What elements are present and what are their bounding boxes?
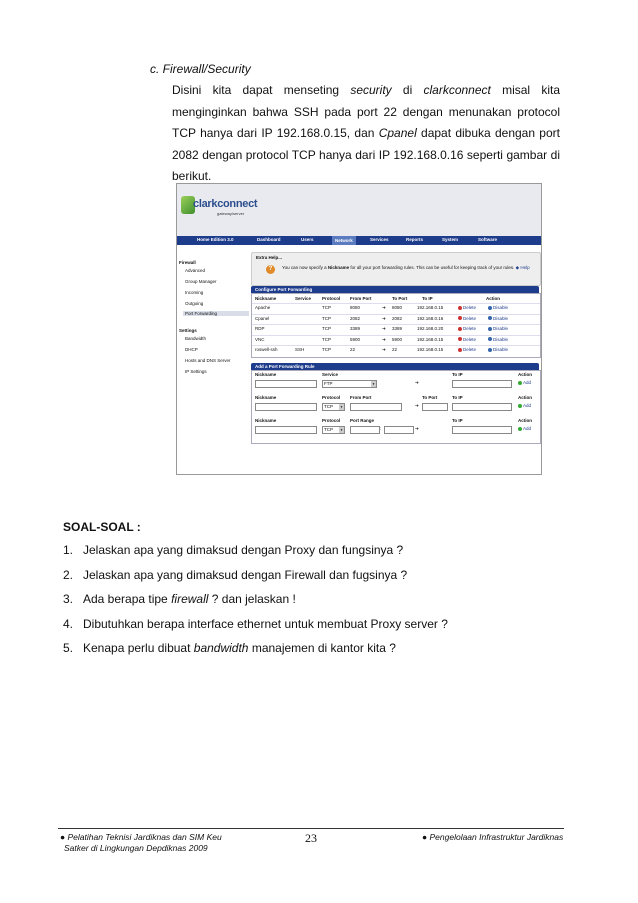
italic-term: security xyxy=(350,83,392,97)
sidebar-item-port-forwarding[interactable]: Port Forwarding xyxy=(183,311,249,316)
config-cell: 5900 xyxy=(350,336,361,342)
section-heading: c. Firewall/Security xyxy=(150,62,251,76)
question-number: 4. xyxy=(63,616,74,631)
nav-system[interactable]: System xyxy=(442,237,459,242)
sidebar-item-incoming[interactable]: Incoming xyxy=(185,290,204,295)
italic-term: firewall xyxy=(171,592,209,606)
add-h2-toport: To Port xyxy=(422,395,438,400)
config-cell: TCP xyxy=(322,305,331,310)
add-toport-input[interactable] xyxy=(422,403,448,411)
add-h3-toip: To IP xyxy=(452,418,463,423)
sidebar-item-group-manager[interactable]: Group Manager xyxy=(185,279,217,284)
question-number: 3. xyxy=(63,592,74,606)
help-text: You can now specify a Nickname for all your port forwarding rules. This can be useful for keeping track of your rules. ◆ Help xyxy=(282,265,530,270)
disable-button[interactable]: Disable xyxy=(488,316,508,321)
add-h2-fromport: From Port xyxy=(350,395,372,400)
config-cell: TCP xyxy=(322,336,331,342)
config-header: Action xyxy=(486,296,500,301)
disable-button[interactable]: Disable xyxy=(488,337,508,342)
add-icon xyxy=(518,381,522,385)
delete-icon xyxy=(458,337,462,341)
config-header: From Port xyxy=(350,296,372,301)
add-button-3[interactable]: Add xyxy=(518,426,531,431)
add-h3-protocol: Protocol xyxy=(322,418,341,423)
add-rule-bar: Add a Port Forwarding Rule xyxy=(251,363,539,370)
soal-heading: SOAL-SOAL : xyxy=(63,520,141,534)
add-h1-toip: To IP xyxy=(452,372,463,377)
help-question-icon: ? xyxy=(266,265,275,274)
question-text xyxy=(83,568,407,582)
add-h3-portrange: Port Range xyxy=(350,418,375,423)
config-cell: SSH xyxy=(295,347,305,352)
nav-bar xyxy=(177,236,541,245)
add-h2-action: Action xyxy=(518,395,532,400)
row-divider xyxy=(252,324,540,325)
config-cell: TCP xyxy=(322,326,331,331)
sidebar-item-hosts-dns[interactable]: Hosts and DNS Server xyxy=(185,358,231,363)
disable-icon xyxy=(488,306,492,310)
question-number: 1. xyxy=(63,543,74,557)
disable-button[interactable]: Disable xyxy=(488,347,508,352)
config-cell: 22 xyxy=(392,347,398,352)
text-run: Jelaskan apa yang dimaksud dengan Firewall dan fugsinya ? xyxy=(83,567,408,582)
config-cell: 192.168.0.15 xyxy=(417,305,444,310)
question-text xyxy=(83,592,296,606)
row-divider xyxy=(252,335,540,336)
config-cell: ➔ xyxy=(382,305,386,310)
add-h1-service: Service xyxy=(322,372,339,377)
delete-button[interactable]: Delete xyxy=(458,347,476,352)
config-cell: 5900 xyxy=(392,336,403,342)
nav-services[interactable]: Services xyxy=(370,237,389,242)
row-divider xyxy=(252,314,540,315)
text-run: Dibutuhkan berapa interface ethernet untuk membuat Proxy server ? xyxy=(83,616,448,631)
text-run: Disini kita dapat menseting xyxy=(172,83,351,97)
delete-button[interactable]: Delete xyxy=(458,326,476,331)
clarkconnect-screenshot xyxy=(176,183,542,475)
add-button-1[interactable]: Add xyxy=(518,380,531,385)
add-toip-input-1[interactable] xyxy=(452,380,512,388)
main-panel xyxy=(250,248,540,474)
delete-button[interactable]: Delete xyxy=(458,305,476,310)
add-icon xyxy=(518,404,522,408)
config-header: Nickname xyxy=(255,296,277,301)
delete-icon xyxy=(458,316,462,320)
config-cell: TCP xyxy=(322,347,331,352)
logo-text: clarkconnect xyxy=(193,198,258,210)
add-service-select[interactable]: FTP ▼ xyxy=(322,380,377,388)
add-portrange-end-input[interactable] xyxy=(384,426,414,434)
add-nickname-input-2[interactable] xyxy=(255,403,317,411)
logo-subtitle: gateway/server xyxy=(217,211,245,216)
delete-icon xyxy=(458,306,462,310)
config-cell: roswell-ssh xyxy=(255,347,278,352)
nav-dashboard[interactable]: Dashboard xyxy=(257,237,281,242)
config-cell: 8080 xyxy=(392,305,403,310)
config-cell: 3389 xyxy=(392,326,403,331)
italic-term: Cpanel xyxy=(378,126,417,140)
config-cell: 192.168.0.16 xyxy=(417,315,444,321)
config-cell: 8080 xyxy=(350,305,361,310)
sidebar-item-outgoing[interactable]: Outgoing xyxy=(185,301,204,306)
page-number: 23 xyxy=(305,831,317,845)
disable-icon xyxy=(488,316,492,320)
add-h1-nickname: Nickname xyxy=(255,372,277,377)
chevron-down-icon: ▼ xyxy=(340,428,343,432)
add-toip-input-3[interactable] xyxy=(452,426,512,434)
config-cell: 22 xyxy=(350,347,356,352)
disable-button[interactable]: Disable xyxy=(488,305,508,310)
delete-icon xyxy=(458,327,462,331)
add-portrange-start-input[interactable] xyxy=(350,426,380,434)
disable-icon xyxy=(488,337,492,341)
disable-icon xyxy=(488,348,492,352)
nav-network[interactable]: Network xyxy=(332,236,356,245)
row-divider xyxy=(252,345,540,346)
add-arrow-2: ➔ xyxy=(415,403,419,408)
config-cell: RDP xyxy=(255,326,265,331)
sidebar-item-ip-settings[interactable]: IP Settings xyxy=(185,369,207,374)
add-nickname-input-1[interactable] xyxy=(255,380,317,388)
add-range-colon: : xyxy=(380,426,382,431)
text-run: ? dan jelaskan ! xyxy=(208,592,296,606)
sidebar-firewall-title: Firewall xyxy=(179,260,196,265)
text-run: Kenapa perlu dibuat xyxy=(83,641,194,655)
config-cell: 2082 xyxy=(392,315,403,321)
chevron-down-icon: ▼ xyxy=(372,382,375,386)
add-arrow-1: ➔ xyxy=(415,380,419,385)
question-number: 5. xyxy=(63,641,74,655)
config-cell: 2082 xyxy=(350,315,361,321)
config-cell: ➔ xyxy=(382,326,386,331)
add-toip-input-2[interactable] xyxy=(452,403,512,411)
question-text xyxy=(83,617,448,631)
config-cell: Cpanel xyxy=(255,315,270,321)
config-cell: 192.168.0.15 xyxy=(417,347,444,352)
nav-edition: Home Edition 3.0 xyxy=(197,237,234,242)
question-text xyxy=(83,543,403,557)
app-header xyxy=(177,184,541,236)
text-run: dapat dibuka dengan port 2082 dengan protocol TCP hanya dari IP 192.168.0.16 seperti gambar di berikut. xyxy=(172,126,560,183)
delete-button[interactable]: Delete xyxy=(458,337,476,342)
config-cell: TCP xyxy=(322,315,331,321)
italic-term: clarkconnect xyxy=(423,83,491,97)
config-cell: ➔ xyxy=(382,347,386,352)
add-fromport-input[interactable] xyxy=(350,403,402,411)
app-logo xyxy=(181,196,257,218)
text-run: misal kita menginginkan bahwa SSH pada port 22 dengan menunakan protocol TCP hanya dari IP 192.168.0.15, dan xyxy=(172,83,560,140)
add-h1-action: Action xyxy=(518,372,532,377)
question-text xyxy=(83,641,396,655)
add-nickname-input-3[interactable] xyxy=(255,426,317,434)
add-h2-protocol: Protocol xyxy=(322,395,341,400)
footer-left: ● Pelatihan Teknisi Jardiknas dan SIM Keu Satker di Lingkungan Depdiknas 2009 xyxy=(60,832,222,853)
italic-term: bandwidth xyxy=(193,641,249,655)
nav-software[interactable]: Software xyxy=(478,237,498,242)
config-cell: 3389 xyxy=(350,326,361,331)
add-arrow-3: ➔ xyxy=(415,426,419,431)
sidebar-settings-title: Settings xyxy=(179,328,197,333)
disable-icon xyxy=(488,327,492,331)
add-protocol-select-2[interactable]: TCP ▼ xyxy=(322,403,345,411)
question-number: 2. xyxy=(63,567,74,582)
sidebar-item-bandwidth[interactable]: Bandwidth xyxy=(185,336,207,341)
extra-help-box xyxy=(251,252,541,286)
help-link[interactable]: ◆ Help xyxy=(515,265,530,270)
config-header: To Port xyxy=(392,296,408,301)
add-protocol-select-3[interactable]: TCP ▼ xyxy=(322,426,345,434)
config-cell: 192.168.0.15 xyxy=(417,336,444,342)
delete-icon xyxy=(458,348,462,352)
add-h3-nickname: Nickname xyxy=(255,418,277,423)
footer-rule xyxy=(58,828,564,829)
config-cell: ➔ xyxy=(382,315,386,321)
add-button-2[interactable]: Add xyxy=(518,403,531,408)
config-cell: 192.168.0.20 xyxy=(417,326,444,331)
chevron-down-icon: ▼ xyxy=(340,405,343,409)
config-header: To IP xyxy=(422,296,433,301)
config-header: Service xyxy=(295,296,312,301)
text-run: di xyxy=(391,83,424,97)
add-h3-action: Action xyxy=(518,418,532,423)
sidebar xyxy=(177,248,249,474)
sidebar-item-dhcp[interactable]: DHCP xyxy=(185,347,198,352)
disable-button[interactable]: Disable xyxy=(488,326,508,331)
add-h2-toip: To IP xyxy=(452,395,463,400)
add-icon xyxy=(518,427,522,431)
text-run: manajemen di kantor kita ? xyxy=(248,641,396,655)
config-forwarding-bar: Configure Port Forwarding xyxy=(251,286,539,293)
footer-right: ● Pengelolaan Infrastruktur Jardiknas xyxy=(422,832,564,842)
config-cell: VNC xyxy=(255,336,265,342)
row-divider xyxy=(252,303,540,304)
sidebar-item-advanced[interactable]: Advanced xyxy=(185,268,206,273)
delete-button[interactable]: Delete xyxy=(458,316,476,321)
nav-users[interactable]: Users xyxy=(301,237,314,242)
text-run: Ada berapa tipe xyxy=(83,592,172,606)
help-title: Extra Help... xyxy=(256,255,283,260)
add-rule-table xyxy=(251,370,541,444)
config-cell: Apache xyxy=(255,305,271,310)
config-forwarding-table xyxy=(251,293,541,358)
config-cell: ➔ xyxy=(382,336,386,342)
text-run: Jelaskan apa yang dimaksud dengan Proxy dan fungsinya ? xyxy=(83,543,404,557)
nav-reports[interactable]: Reports xyxy=(406,237,424,242)
config-header: Protocol xyxy=(322,296,341,301)
add-h2-nickname: Nickname xyxy=(255,395,277,400)
section-paragraph xyxy=(172,80,560,188)
